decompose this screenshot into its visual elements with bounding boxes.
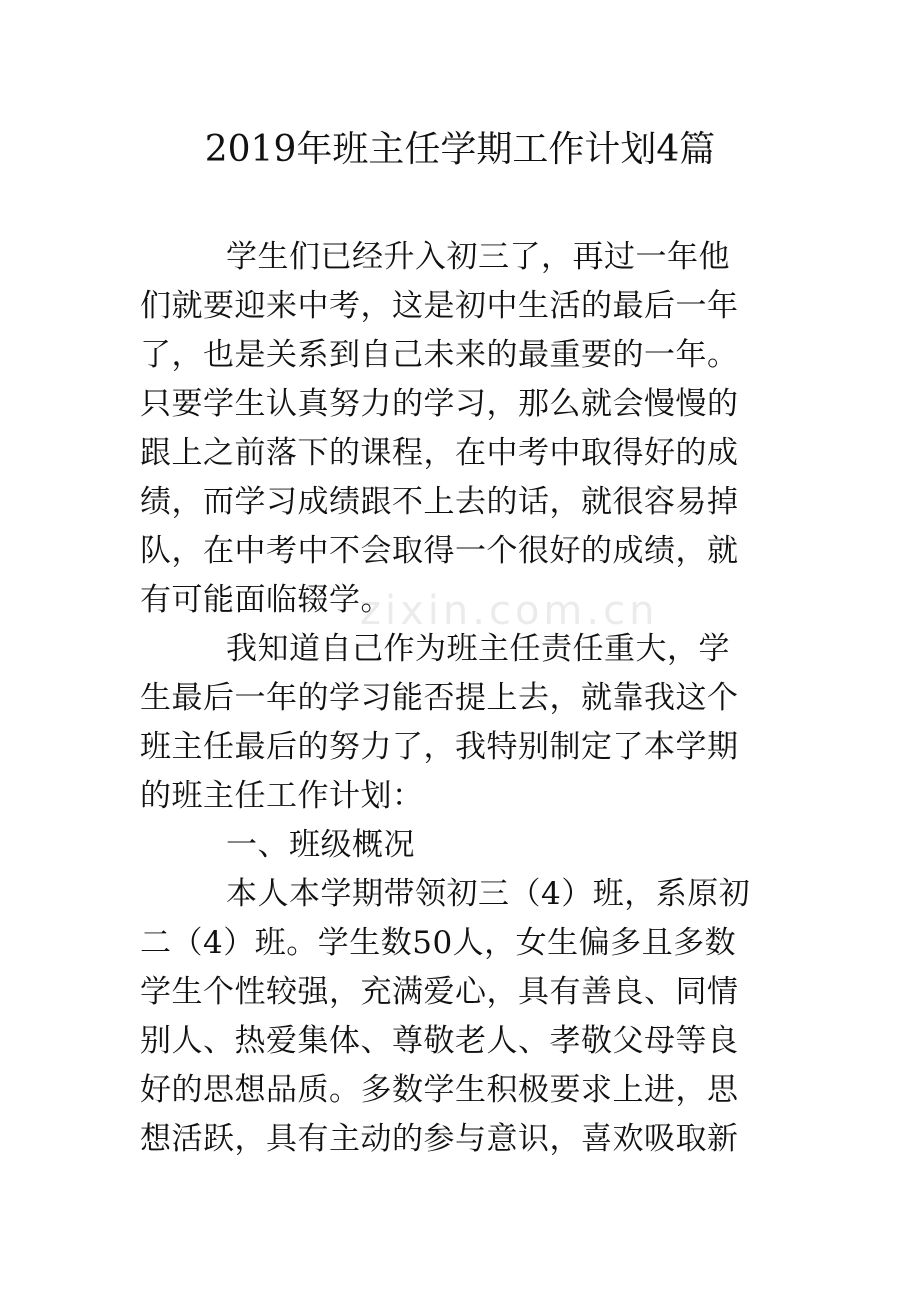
paragraph-3-line-5: 好的思想品质。多数学生积极要求上进，思	[140, 1072, 739, 1108]
paragraph-2-line-1: 我知道自己作为班主任责任重大，学	[226, 631, 730, 667]
paragraph-3-line-1: 本人本学期带领初三（4）班，系原初	[226, 876, 751, 912]
paragraph-1-line-3: 了，也是关系到自己未来的最重要的一年。	[140, 337, 739, 373]
watermark: zixin.com.cn	[360, 588, 659, 634]
paragraph-3-line-4: 别人、热爱集体、尊敬老人、孝敬父母等良	[140, 1023, 739, 1059]
paragraph-2-line-4: 的班主任工作计划：	[140, 778, 424, 814]
paragraph-1-line-8: 有可能面临辍学。	[140, 582, 392, 618]
paragraph-1-line-5: 跟上之前落下的课程，在中考中取得好的成	[140, 435, 739, 471]
paragraph-1-line-4: 只要学生认真努力的学习，那么就会慢慢的	[140, 386, 739, 422]
paragraph-1-line-1: 学生们已经升入初三了，再过一年他	[226, 239, 730, 275]
section-heading-class-overview: 一、班级概况	[226, 827, 415, 863]
paragraph-1-line-2: 们就要迎来中考，这是初中生活的最后一年	[140, 288, 739, 324]
paragraph-1-line-6: 绩，而学习成绩跟不上去的话，就很容易掉	[140, 484, 739, 520]
paragraph-3-line-2: 二（4）班。学生数50人，女生偏多且多数	[140, 925, 737, 961]
paragraph-1-line-7: 队，在中考中不会取得一个很好的成绩，就	[140, 533, 739, 569]
document-title: 2019年班主任学期工作计划4篇	[204, 129, 716, 170]
paragraph-2-line-2: 生最后一年的学习能否提上去，就靠我这个	[140, 680, 739, 716]
paragraph-3-line-6: 想活跃，具有主动的参与意识，喜欢吸取新	[140, 1121, 739, 1157]
paragraph-3-line-3: 学生个性较强，充满爱心，具有善良、同情	[140, 974, 739, 1010]
paragraph-2-line-3: 班主任最后的努力了，我特别制定了本学期	[140, 729, 739, 765]
